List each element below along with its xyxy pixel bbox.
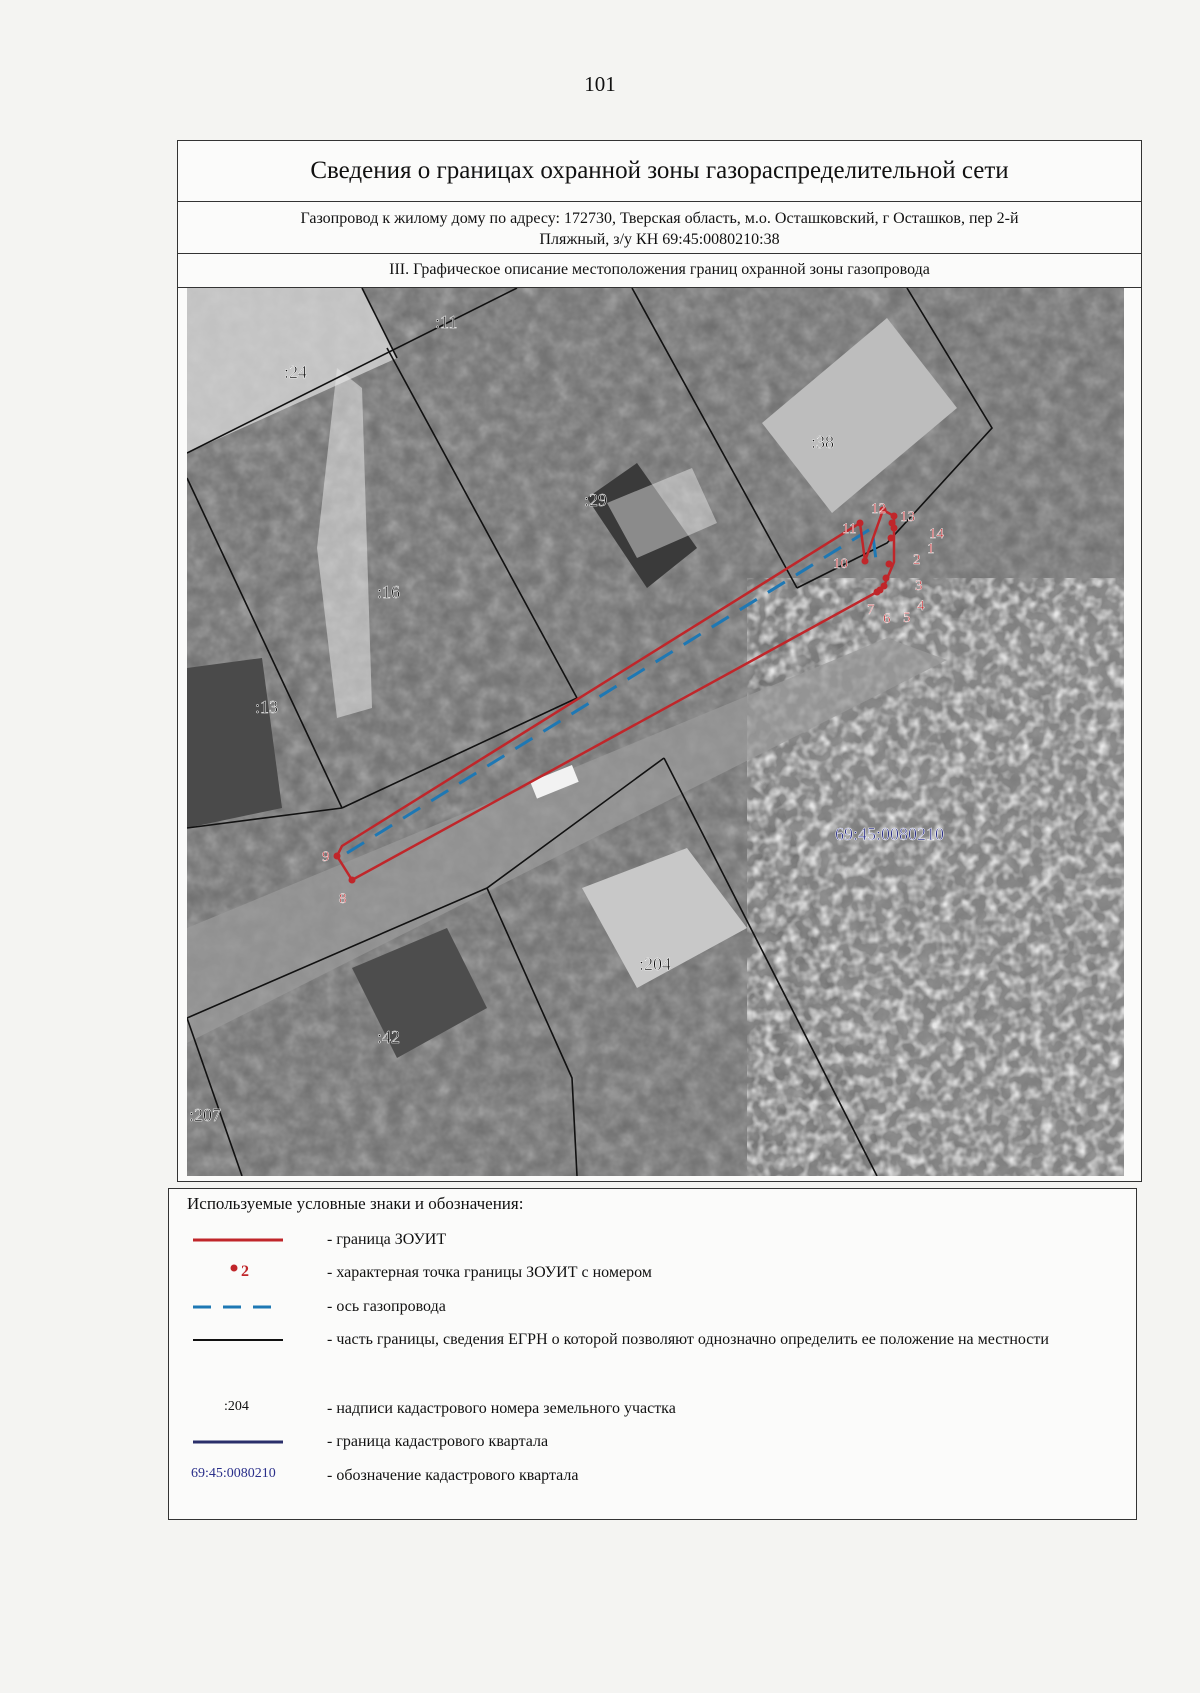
subtitle-line-2: Пляжный, з/у КН 69:45:0080210:38 [539,231,780,248]
point-label-11: 11 [842,521,857,537]
zouit-point-13 [891,513,898,520]
parcel-label-204: :204 [639,954,672,974]
parcel-label-29: :29 [584,490,608,510]
point-label-6: 6 [883,611,891,627]
zouit-point-10 [862,558,869,565]
point-label-1: 1 [927,541,935,557]
object-description [178,202,1141,254]
legend-quarter-sample: 69:45:0080210 [191,1466,276,1481]
legend-text-pipe-axis: - ось газопровода [327,1298,446,1315]
zouit-point-2 [888,535,895,542]
legend-text-quarter-border: - граница кадастрового квартала [327,1433,549,1450]
zouit-point-9 [334,853,341,860]
zouit-point-4 [883,575,890,582]
parcel-label-13: :13 [255,697,279,717]
quarter-label: 69:45:0080210 [835,824,945,844]
parcel-label-24: :24 [284,362,308,382]
legend-red-line-symbol [181,1225,291,1255]
legend-text-point: - характерная точка границы ЗОУИТ с номером [327,1264,652,1281]
subtitle-line-1: Газопровод к жилому дому по адресу: 172730, Тверская область, м.о. Осташковский, г Осташков, пер 2-й [300,210,1019,227]
legend-parcel-sample: :204 [224,1399,249,1414]
zouit-point-3 [886,561,893,568]
map-svg [187,288,1124,1176]
point-label-2: 2 [913,552,921,568]
zouit-point-7 [874,589,881,596]
page-number: 101 [584,72,616,96]
legend-text-zouit-border: - граница ЗОУИТ [327,1231,447,1248]
document-title: Сведения о границах охранной зоны газораспределительной сети [178,141,1141,202]
legend-quarter-line-symbol [181,1427,291,1457]
zouit-point-11 [857,520,864,527]
point-label-14: 14 [929,526,944,542]
legend-text-parcel-label: - надписи кадастрового номера земельного участка [327,1400,676,1417]
map-view [187,288,1124,1176]
legend [168,1188,1137,1520]
point-label-3: 3 [915,578,923,594]
point-label-5: 5 [903,610,911,626]
zouit-point-14 [891,525,898,532]
point-label-10: 10 [833,556,848,572]
legend-point-symbol [181,1258,291,1288]
parcel-label-38: :38 [811,432,835,452]
point-label-12: 12 [871,501,886,517]
parcel-label-42: :42 [377,1027,401,1047]
parcel-label-11: :11 [435,312,458,332]
legend-title: Используемые условные знаки и обозначения: [187,1194,524,1213]
parcel-label-16: :16 [377,582,401,602]
legend-dashed-line-symbol [181,1292,291,1322]
point-label-4: 4 [917,598,925,614]
point-label-7: 7 [867,602,875,618]
point-label-8: 8 [339,891,347,907]
point-label-13: 13 [900,509,915,525]
legend-black-line-symbol [181,1325,291,1355]
legend-text-parcel-border: - часть границы, сведения ЕГРН о которой позволяют однозначно определить ее положение на местности [327,1331,1049,1348]
section-heading: III. Графическое описание местоположения границ охранной зоны газопровода [178,254,1141,288]
legend-point-number: 2 [241,1263,249,1280]
parcel-label-207: :207 [189,1105,222,1125]
zouit-point-8 [349,877,356,884]
legend-text-quarter-label: - обозначение кадастрового квартала [327,1467,579,1484]
point-label-9: 9 [322,849,330,865]
